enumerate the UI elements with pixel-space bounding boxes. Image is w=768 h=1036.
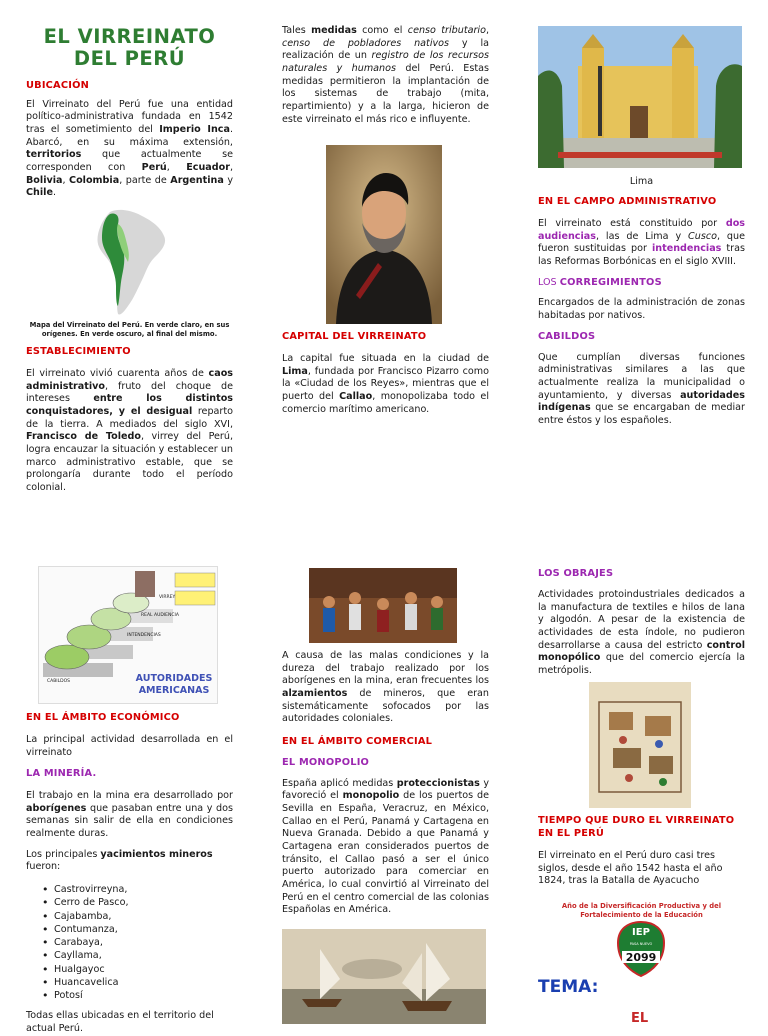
heading-economico: EN EL ÁMBITO ECONÓMICO (26, 712, 180, 723)
heading-monopolio: EL MONOPOLIO (282, 756, 370, 768)
paragraph-mineria: El trabajo en la mina era desarrollado por aborígenes que pasaban entre una y dos semanas sin salir de ella en condiciones realmente duras. (26, 790, 233, 840)
paragraph-monopolio: España aplicó medidas proteccionistas y favoreció el monopolio de los puertos de Sevilla en España, Veracruz, en México, Callao en el Perú, Panamá y Cartagena en Nueva Granada. Debido a que Panamá y Cartagena eran considerados puertos de tránsito, el Callao pasó a ser el único puerto autorizado para comerciar en América, lo cual convirtió al Virreinato del Perú en el centro comercial de las colonias Españolas en América. (282, 777, 489, 916)
lima-caption: Lima (629, 176, 654, 187)
diagram-autoridades-americanas (38, 566, 218, 704)
painting-textile-obraje (589, 682, 691, 808)
list-item: • Cayllama, (44, 949, 233, 962)
list-item: • Contumanza, (44, 923, 233, 936)
section-obrajes (538, 568, 745, 678)
section-medidas (282, 25, 489, 126)
mines-list (44, 883, 233, 1002)
list-item: • Carabaya, (44, 936, 233, 949)
diagram-label-virrey: VIRREY (159, 595, 176, 600)
paragraph-tiempo: El virreinato en el Perú duro casi tres siglos, desde el año 1542 hasta el año 1824, tras la Batalla de Ayacucho (538, 849, 723, 887)
paragraph-corregimientos: Encargados de la administración de zonas habitadas por nativos. (538, 297, 745, 322)
heading-ubicacion: UBICACIÓN (26, 79, 90, 91)
paragraph-economico: La principal actividad desarrollada en el virreinato (26, 733, 233, 758)
tema-label: TEMA: (538, 977, 599, 997)
diagram-footer-line-1: AUTORIDADES (135, 673, 213, 684)
section-capital (282, 331, 489, 416)
diagram-label-intendencias: INTENDENCIAS (127, 633, 161, 638)
list-item: • Potosí (44, 989, 233, 1002)
paragraph-medidas: Tales medidas como el censo tributario, censo de pobladores nativos y la realización de un registro de los recursos naturales y humanos del Perú. Estas medidas permitieron la implantación de los sistemas de trabajo (mita, repartimiento) y a la larga, hicieron de este virreinato el más rico e influyente. (282, 25, 489, 125)
portrait-francisco-pizarro (326, 145, 442, 324)
motto-text: Año de la Diversificación Productiva y del Fortalecimiento de la Educación (561, 901, 722, 919)
section-campo (538, 196, 745, 428)
diagram-footer-line-2: AMERICANAS (138, 684, 210, 696)
section-alzamientos (282, 650, 489, 917)
section-tiempo (538, 815, 745, 920)
list-item: • Cajabamba, (44, 910, 233, 923)
heading-comercial: EN EL ÁMBITO COMERCIAL (282, 735, 433, 747)
school-logo (616, 921, 666, 977)
paragraph-campo: El virreinato está constituido por dos audiencias, las de Lima y Cusco, que fueron sustituidas por intendencias tras las Reformas Borbónicas en el siglo XVIII. (538, 217, 746, 267)
heading-cabildos: CABILDOS (538, 330, 596, 342)
logo-number: 2099 (625, 951, 657, 964)
south-america-map (88, 208, 170, 318)
photo-lima-cathedral (538, 26, 742, 168)
page-title (26, 26, 233, 70)
heading-tiempo: TIEMPO QUE DURO EL VIRREINATO EN EL PERÚ (538, 815, 735, 839)
title-line-2: DEL PERÚ (73, 46, 186, 70)
section-economico (26, 712, 233, 1036)
heading-mineria: LA MINERÍA. (26, 768, 97, 780)
logo-mid-text: PASA NUEVO (629, 942, 653, 946)
section-establecimiento (26, 346, 233, 494)
painting-mine-workers (309, 568, 457, 643)
paragraph-capital: La capital fue situada en la ciudad de Lima, fundada por Francisco Pizarro como la «Ciudad de los Reyes», mientras que el puerto del Callao, monopolizaba todo el comercio marítimo americano. (282, 352, 489, 415)
diagram-label-audiencia: REAL AUDIENCIA (141, 613, 179, 618)
paragraph-ubicacion: El Virreinato del Perú fue una entidad político-administrativa fundada en 1542 tras el sometimiento del Imperio Inca. Abarcó, en su máxima extensión, territorios que actualmente se corresponden con Perú, Ecuador, Bolivia, Colombia, parte de Argentina y Chile. (26, 98, 233, 199)
painting-naval-battle (282, 929, 486, 1024)
logo-top-text: IEP (632, 927, 650, 938)
paragraph-obrajes: Actividades protoindustriales dedicados a la manufactura de textiles e hilos de lana y algodón. A pesar de la existencia de actividades de esta índole, no pudieron desarrollarse a causa del estricto control monopólico que del comercio ejercía la metrópolis. (538, 588, 745, 676)
diagram-footer (133, 673, 215, 697)
heading-corregimientos: LOS CORREGIMIENTOS (538, 276, 662, 288)
heading-obrajes: LOS OBRAJES (538, 568, 614, 579)
heading-capital: CAPITAL DEL VIRREINATO (282, 331, 427, 342)
list-item: • Huancavelica (44, 976, 233, 989)
diagram-label-cabildos: CABILDOS (47, 679, 71, 684)
heading-campo-administrativo: EN EL CAMPO ADMINISTRATIVO (538, 196, 717, 207)
paragraph-establecimiento: El virreinato vivió cuarenta años de caos administrativo, fruto del choque de intereses entre los distintos conquistadores, y el desigual reparto de la tierra. A mediados del siglo XVI, Francisco de Toledo, virrey del Perú, logra encauzar la situación y establecer un marco administrativo estable, que se prolongaría durante todo el período colonial. (26, 367, 234, 493)
list-item: • Hualgayoc (44, 963, 233, 976)
paragraph-closing: Todas ellas ubicadas en el territorio del actual Perú. (26, 1010, 214, 1034)
column-ubicacion (26, 26, 233, 200)
tema-value: EL (631, 1011, 649, 1026)
map-caption: Mapa del Virreinato del Perú. En verde claro, en sus orígenes. En verde oscuro, al final del mismo. (29, 321, 230, 338)
list-item: • Castrovirreyna, (44, 883, 233, 896)
list-item: • Cerro de Pasco, (44, 896, 233, 909)
title-line-1: EL VIRREINATO (43, 25, 216, 48)
paragraph-cabildos: Que cumplían diversas funciones administrativas similares a las que actualmente realiza la municipalidad o ayuntamiento, y diversas autoridades indígenas que se encargaban de mediar entre éstos y los españoles. (538, 351, 745, 426)
heading-establecimiento: ESTABLECIMIENTO (26, 346, 131, 357)
paragraph-yacimientos: Los principales yacimientos mineros fueron: (26, 848, 213, 873)
paragraph-alzamientos: A causa de las malas condiciones y la dureza del trabajo realizado por los aborígenes en la mina, eran frecuentes los alzamientos de mineros, que eran sistemáticamente sofocados por las autoridades coloniales. (282, 650, 489, 725)
